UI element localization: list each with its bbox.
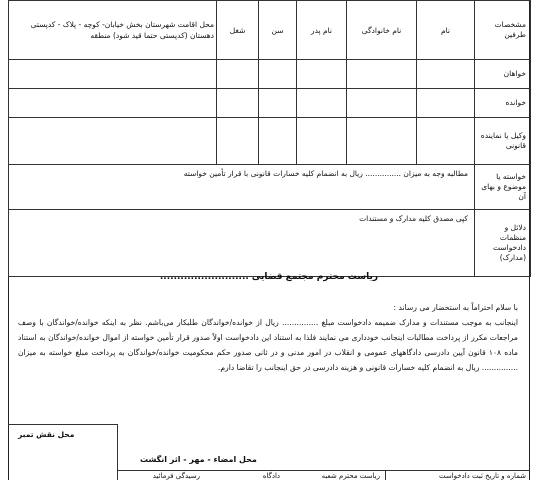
header-residence-label: محل اقامت: [177, 20, 214, 29]
letter-body: [18, 300, 518, 375]
bottom-divider: [118, 470, 530, 471]
row-defendant: [9, 89, 531, 118]
row-plaintiff: [9, 60, 531, 89]
defendant-job[interactable]: [217, 89, 259, 118]
defendant-residence[interactable]: [9, 89, 217, 118]
bottom-separator: [385, 470, 386, 480]
defendant-last-name[interactable]: [347, 89, 417, 118]
bottom-court: دادگاه: [262, 472, 280, 480]
header-residence-detail: شهرستان بخش خیابان- کوچه - پلاک - کدپستی دهستان (کدپستی حتما قید شود) منطقه: [30, 20, 214, 40]
plaintiff-residence[interactable]: [9, 60, 217, 89]
header-residence: [9, 1, 217, 60]
parties-table: [8, 0, 531, 277]
letter-paragraph: اینجانب به موجب مستندات و مدارک ضمیمه دادخواست مبلغ ............... ریال از خوانده/خواندگان طلبکار می‌باشم. نظر به اینکه خوانده/خواندگان با وصف مراجعات مکرر از پرداخت مطالبات اینجانب خودداری می نمایند فلذا به استناد این دادخواست اولاً صدور قرار تأمین خواسته از اموال خوانده/خواندگان به استناد ماده ۱۰۸ قانون آیین دادرسی دادگاههای عمومی و انقلاب در امور مدنی و در ثانی صدور حکم محکومیت خوانده/خواندگان به پرداخت مبلغ خواسته به میزان ............... ریال به انضمام کلیه خسارات قانونی و هزینه دادرسی در حق اینجانب را تقاضا دارم.: [18, 318, 518, 372]
plaintiff-first-name[interactable]: [417, 60, 475, 89]
claim-text[interactable]: مطالبه وجه به میزان ............... ریال به انضمام کلیه خسارات قانونی با قرار تأمین خواسته: [9, 165, 475, 210]
header-first-name: نام: [417, 1, 475, 60]
header-parties: مشخصات طرفین: [475, 1, 531, 60]
label-plaintiff: خواهان: [475, 60, 531, 89]
plaintiff-job[interactable]: [217, 60, 259, 89]
row-lawyer: [9, 118, 531, 165]
label-evidence: دلائل و منظمات دادخواست (مدارک): [475, 210, 531, 277]
header-last-name: نام خانوادگی: [347, 1, 417, 60]
header-father-name: نام پدر: [297, 1, 347, 60]
header-age: سن: [259, 1, 297, 60]
stamp-label: محل نقش تمبر: [18, 430, 75, 439]
label-claim: خواسته یا موضوع و بهای آن: [475, 165, 531, 210]
lawyer-last-name[interactable]: [347, 118, 417, 165]
lawyer-father-name[interactable]: [297, 118, 347, 165]
bottom-ref: رسیدگی فرمائید: [152, 472, 200, 480]
lawyer-job[interactable]: [217, 118, 259, 165]
letter-greeting: با سلام احتراماً به استحضار می رساند :: [393, 303, 518, 312]
lawyer-residence[interactable]: [9, 118, 217, 165]
letter-title: ریاست محترم مجتمع قضایی ..........................: [159, 272, 379, 282]
lawyer-first-name[interactable]: [417, 118, 475, 165]
header-job: شغل: [217, 1, 259, 60]
plaintiff-age[interactable]: [259, 60, 297, 89]
row-claim: [9, 165, 531, 210]
defendant-first-name[interactable]: [417, 89, 475, 118]
signature-label: محل امضاء - مهر - اثر انگشت: [140, 455, 257, 464]
plaintiff-last-name[interactable]: [347, 60, 417, 89]
defendant-father-name[interactable]: [297, 89, 347, 118]
lawyer-age[interactable]: [259, 118, 297, 165]
label-lawyer: وکیل یا نماینده قانونی: [475, 118, 531, 165]
defendant-age[interactable]: [259, 89, 297, 118]
row-evidence: [9, 210, 531, 277]
plaintiff-father-name[interactable]: [297, 60, 347, 89]
evidence-text[interactable]: کپی مصدق کلیه مدارک و مستندات: [9, 210, 475, 277]
bottom-branch: ریاست محترم شعبه: [321, 472, 380, 480]
label-defendant: خوانده: [475, 89, 531, 118]
bottom-reg: شماره و تاریخ ثبت دادخواست: [438, 472, 526, 480]
